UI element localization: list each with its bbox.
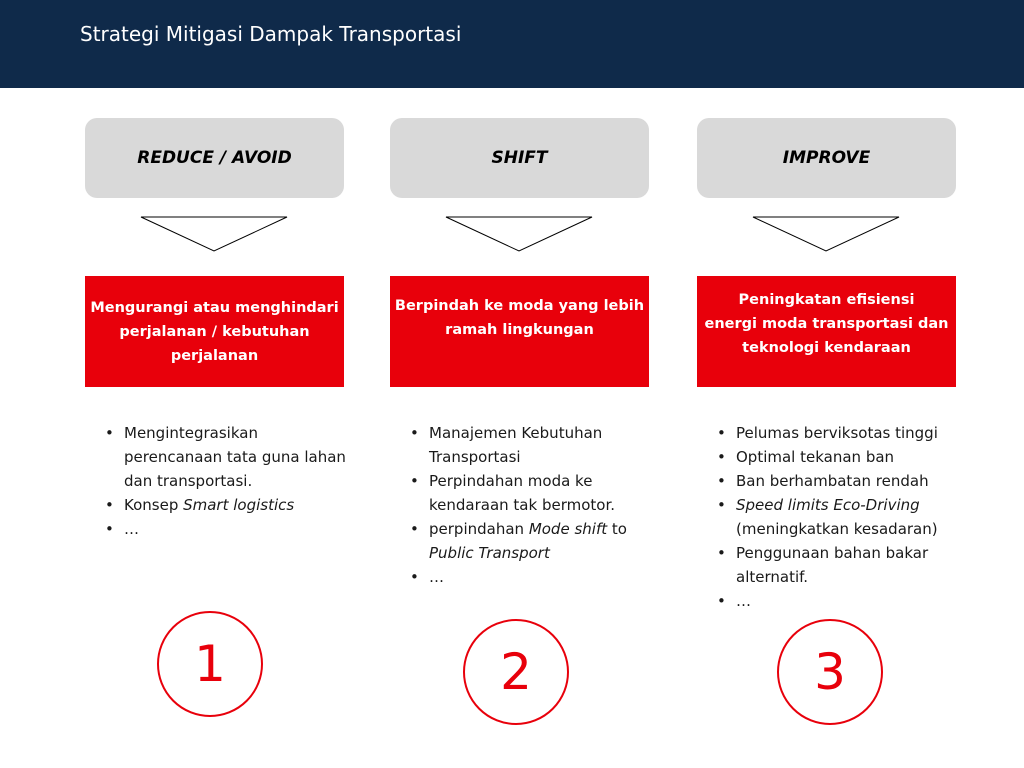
description-line: Berpindah ke moda yang lebih xyxy=(394,298,645,314)
bullet-list xyxy=(408,421,658,589)
description-line: ramah lingkungan xyxy=(445,322,594,338)
page-title: Strategi Mitigasi Dampak Transportasi xyxy=(80,22,462,46)
description-box xyxy=(697,276,956,387)
description-box xyxy=(390,276,649,387)
list-item: • … xyxy=(715,589,977,613)
down-arrow-icon xyxy=(140,216,288,252)
list-item: • … xyxy=(408,565,658,589)
step-number-circle xyxy=(463,619,569,725)
description-line: perjalanan / kebutuhan xyxy=(119,323,310,340)
list-item: • Mengintegrasikan perencanaan tata guna lahan dan transportasi. xyxy=(103,421,353,493)
category-box xyxy=(390,118,649,198)
category-label: IMPROVE xyxy=(782,148,871,168)
list-item: • Speed limits Eco-Driving (meningkatkan kesadaran) xyxy=(715,493,977,541)
description-box xyxy=(85,276,344,387)
down-arrow-icon xyxy=(445,216,593,252)
category-label: REDUCE / AVOID xyxy=(137,148,292,168)
column-reduce-avoid xyxy=(85,0,345,768)
description-line: Mengurangi atau menghindari xyxy=(90,299,339,316)
list-item: • Pelumas berviksotas tinggi xyxy=(715,421,977,445)
list-item: • Konsep Smart logistics xyxy=(103,493,353,517)
list-item: • Ban berhambatan rendah xyxy=(715,469,977,493)
category-box xyxy=(697,118,956,198)
description-line: Peningkatan efisiensi xyxy=(738,292,915,308)
column-shift xyxy=(390,0,650,768)
column-improve xyxy=(697,0,957,768)
description-line: energi moda transportasi dan xyxy=(704,316,949,332)
step-number: 2 xyxy=(500,643,532,701)
step-number-circle xyxy=(777,619,883,725)
category-box xyxy=(85,118,344,198)
step-number-circle xyxy=(157,611,263,717)
list-item: • Manajemen Kebutuhan Transportasi xyxy=(408,421,658,469)
step-number: 3 xyxy=(814,643,846,701)
list-item: • Penggunaan bahan bakar alternatif. xyxy=(715,541,977,589)
description-line: teknologi kendaraan xyxy=(742,340,911,356)
list-item: • perpindahan Mode shift to Public Transport xyxy=(408,517,658,565)
step-number: 1 xyxy=(194,635,226,693)
list-item: • Perpindahan moda ke kendaraan tak bermotor. xyxy=(408,469,658,517)
bullet-list xyxy=(715,421,977,613)
description-line: perjalanan xyxy=(170,347,259,364)
list-item: • … xyxy=(103,517,353,541)
category-label: SHIFT xyxy=(491,148,548,168)
list-item: • Optimal tekanan ban xyxy=(715,445,977,469)
down-arrow-icon xyxy=(752,216,900,252)
bullet-list xyxy=(103,421,353,541)
